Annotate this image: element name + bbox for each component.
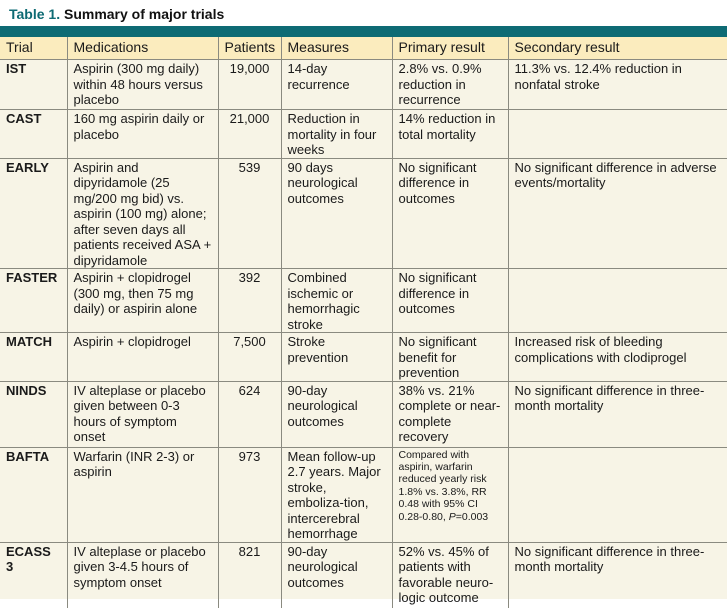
cell-patients: 21,000 <box>218 110 281 159</box>
table-row <box>0 333 727 382</box>
table-row <box>0 60 727 110</box>
cell-primary-result <box>392 447 508 542</box>
cell-medications: Aspirin (300 mg daily) within 48 hours versus placebo <box>67 60 218 110</box>
cell-trial: FASTER <box>0 269 67 333</box>
cell-measures: 14-day recurrence <box>281 60 392 110</box>
cell-primary-result: 52% vs. 45% of patients with favorable neuro-logic outcome <box>392 542 508 608</box>
header-measures: Measures <box>281 37 392 60</box>
trials-table <box>0 37 727 608</box>
p-value: =0.003 <box>455 510 489 523</box>
cell-medications: Aspirin and dipyridamole (25 mg/200 mg bid) vs. aspirin (100 mg) alone; after seven days all patients received ASA + dipyridamole <box>67 158 218 269</box>
cell-medications: 160 mg aspirin daily or placebo <box>67 110 218 159</box>
header-medications: Medications <box>67 37 218 60</box>
cell-secondary-result: No significant difference in three-month mortality <box>508 542 727 608</box>
table-caption <box>0 0 727 26</box>
table-row <box>0 381 727 447</box>
cell-primary-result: No significant difference in outcomes <box>392 269 508 333</box>
cell-medications: IV alteplase or placebo given 3-4.5 hours of symptom onset <box>67 542 218 608</box>
primary-result-text: Compared with aspirin, warfarin reduced yearly risk 1.8% vs. 3.8%, RR 0.48 with 95% CI 0.28-0.80, <box>398 448 487 523</box>
header-primary-result: Primary result <box>392 37 508 60</box>
table-row <box>0 110 727 159</box>
cell-measures: 90 days neurological outcomes <box>281 158 392 269</box>
cell-secondary-result <box>508 110 727 159</box>
cell-measures: Reduction in mortality in four weeks <box>281 110 392 159</box>
p-value-label: P <box>448 510 456 523</box>
cell-secondary-result: Increased risk of bleeding complications with clodiprogel <box>508 333 727 382</box>
cell-trial: EARLY <box>0 158 67 269</box>
cell-primary-result: 38% vs. 21% complete or near-complete recovery <box>392 381 508 447</box>
cell-patients: 19,000 <box>218 60 281 110</box>
cell-secondary-result: 11.3% vs. 12.4% reduction in nonfatal stroke <box>508 60 727 110</box>
caption-label: Table 1. <box>9 6 61 22</box>
table-row <box>0 158 727 269</box>
cell-trial: MATCH <box>0 333 67 382</box>
cell-medications: Warfarin (INR 2-3) or aspirin <box>67 447 218 542</box>
cell-patients: 392 <box>218 269 281 333</box>
cell-patients: 973 <box>218 447 281 542</box>
table-row <box>0 447 727 542</box>
cell-trial: IST <box>0 60 67 110</box>
cell-measures: Mean follow-up 2.7 years. Major stroke, emboliza-tion, intercerebral hemorrhage <box>281 447 392 542</box>
cell-measures: 90-day neurological outcomes <box>281 542 392 608</box>
table-row <box>0 269 727 333</box>
caption-title: Summary of major trials <box>63 6 225 22</box>
cell-trial: ECASS 3 <box>0 542 67 608</box>
cell-trial: CAST <box>0 110 67 159</box>
cell-patients: 821 <box>218 542 281 608</box>
cell-primary-result: 14% reduction in total mortality <box>392 110 508 159</box>
cell-trial: BAFTA <box>0 447 67 542</box>
cell-measures: Stroke prevention <box>281 333 392 382</box>
header-secondary-result: Secondary result <box>508 37 727 60</box>
header-rule <box>0 26 727 37</box>
cell-trial: NINDS <box>0 381 67 447</box>
cell-secondary-result <box>508 269 727 333</box>
cell-patients: 624 <box>218 381 281 447</box>
cell-primary-result: No significant difference in outcomes <box>392 158 508 269</box>
table-header-row <box>0 37 727 60</box>
cell-measures: 90-day neurological outcomes <box>281 381 392 447</box>
cell-medications: Aspirin + clopidrogel (300 mg, then 75 mg daily) or aspirin alone <box>67 269 218 333</box>
header-trial: Trial <box>0 37 67 60</box>
cell-secondary-result: No significant difference in three-month mortality <box>508 381 727 447</box>
cell-primary-result: 2.8% vs. 0.9% reduction in recurrence <box>392 60 508 110</box>
cell-patients: 539 <box>218 158 281 269</box>
cell-medications: Aspirin + clopidrogel <box>67 333 218 382</box>
cell-measures: Combined ischemic or hemorrhagic stroke <box>281 269 392 333</box>
cell-secondary-result: No significant difference in adverse events/mortality <box>508 158 727 269</box>
cell-medications: IV alteplase or placebo given between 0-3 hours of symptom onset <box>67 381 218 447</box>
header-patients: Patients <box>218 37 281 60</box>
table-row <box>0 542 727 608</box>
cell-primary-result: No significant benefit for prevention <box>392 333 508 382</box>
cell-secondary-result <box>508 447 727 542</box>
cell-patients: 7,500 <box>218 333 281 382</box>
